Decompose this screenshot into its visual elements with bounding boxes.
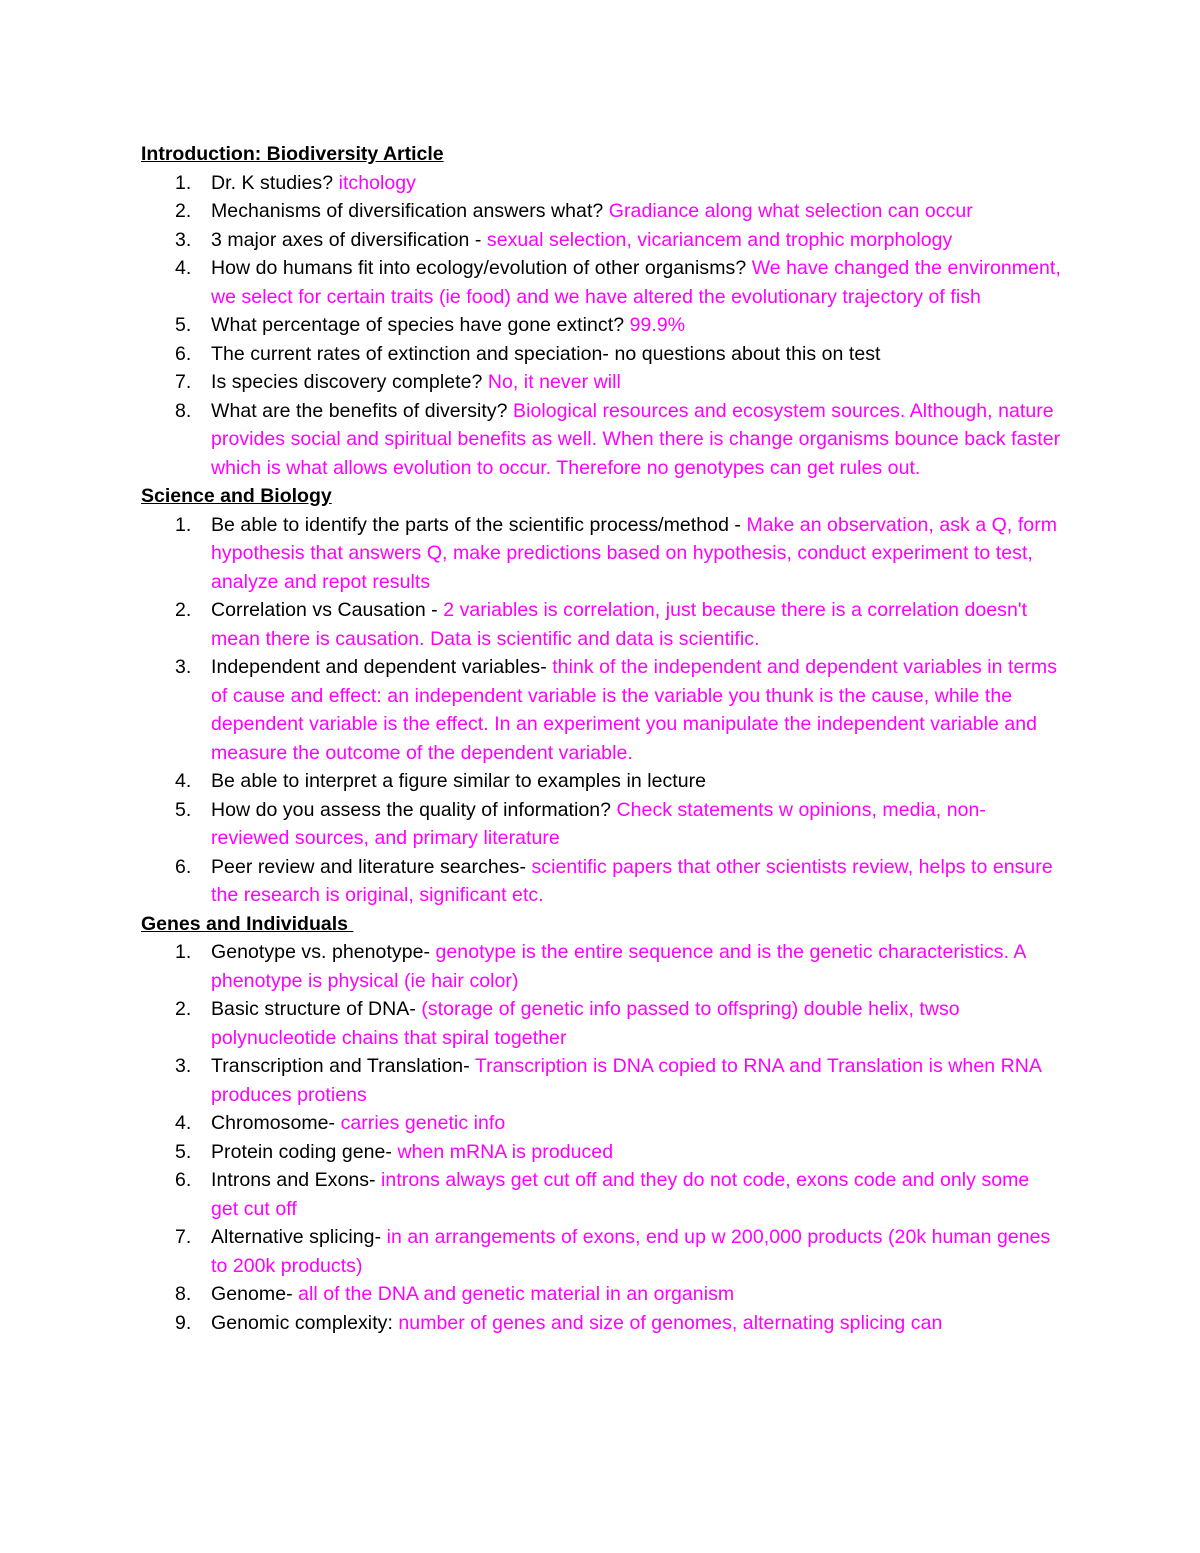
question-text: Mechanisms of diversification answers what? — [211, 200, 609, 222]
list-item — [141, 1166, 1061, 1223]
item-number: 7. — [175, 371, 192, 393]
answer-text: Transcription is DNA copied to RNA and Translation is when RNA produces protiens — [211, 1055, 1041, 1106]
list-item — [141, 254, 1061, 311]
item-number: 5. — [175, 314, 192, 336]
list-item — [141, 368, 1061, 397]
list-item — [141, 1138, 1061, 1167]
item-number: 4. — [175, 1112, 192, 1134]
list-item — [141, 511, 1061, 597]
question-text: 3 major axes of diversification - — [211, 228, 487, 251]
list-item — [141, 197, 1061, 226]
answer-text: Check statements w opinions, media, non-reviewed sources, and primary literature — [211, 798, 986, 849]
list-item — [141, 596, 1061, 653]
list-item — [141, 1280, 1061, 1309]
answer-text: 99.9% — [629, 314, 686, 336]
answer-text: (storage of genetic info passed to offspring) double helix, twso polynucleotide chains that spiral together — [211, 998, 960, 1049]
answer-text: sexual selection, vicariancem and trophic morphology — [486, 228, 953, 251]
list-item — [141, 1109, 1061, 1138]
item-number: 5. — [175, 798, 192, 821]
question-text: Genome- — [211, 1283, 299, 1305]
answer-text: in an arrangements of exons, end up w 200,000 products (20k human genes to 200k products) — [211, 1226, 1051, 1277]
item-number: 1. — [175, 513, 192, 536]
answer-text: itchology — [338, 171, 416, 194]
item-number: 3. — [175, 656, 192, 678]
question-text: Genotype vs. phenotype- — [211, 941, 436, 963]
question-text: Be able to interpret a figure similar to examples in lecture — [211, 770, 707, 792]
answer-text: when mRNA is produced — [397, 1140, 614, 1163]
list-item — [141, 1052, 1061, 1109]
list-item — [141, 169, 1061, 198]
section-title: Science and Biology — [141, 485, 332, 507]
question-text: Transcription and Translation- — [211, 1055, 475, 1077]
answer-text: No, it never will — [487, 371, 621, 393]
question-text: How do humans fit into ecology/evolution of other organisms? — [211, 257, 752, 279]
question-text: Genomic complexity: — [211, 1311, 399, 1334]
list-item — [141, 995, 1061, 1052]
item-number: 2. — [175, 998, 192, 1020]
item-number: 8. — [175, 1283, 192, 1305]
section-genes-and-individuals — [141, 910, 1061, 1338]
list-item — [141, 853, 1061, 910]
answer-text: introns always get cut off and they do not code, exons code and only some get cut off — [211, 1169, 1030, 1220]
answer-text: Gradiance along what selection can occur — [608, 200, 973, 222]
answer-text: number of genes and size of genomes, alternating splicing can — [398, 1311, 943, 1334]
answer-text: scientific papers that other scientists review, helps to ensure the research is original, significant etc. — [211, 855, 1053, 906]
item-number: 1. — [175, 171, 192, 194]
question-text: What percentage of species have gone extinct? — [211, 314, 630, 336]
question-text: Dr. K studies? — [211, 171, 339, 194]
answer-text: genotype is the entire sequence and is the genetic characteristics. A phenotype is physical (ie hair color) — [211, 941, 1026, 992]
question-list — [141, 938, 1061, 1337]
question-text: Protein coding gene- — [211, 1140, 398, 1163]
list-item — [141, 796, 1061, 853]
answer-text: Biological resources and ecosystem sources. Although, nature provides social and spiritual benefits as well. When there is change organisms bounce back faster which is what allows evolution to occur. Therefore no genotypes can get rules out. — [211, 399, 1061, 479]
question-text: Be able to identify the parts of the scientific process/method - — [211, 513, 747, 536]
question-text: The current rates of extinction and speciation- no questions about this on test — [211, 342, 881, 365]
answer-text: think of the independent and dependent variables in terms of cause and effect: an independent variable is the variable you thunk is the cause, while the dependent variable is the effect. In an experiment you manipulate the independent variable and measure the outcome of the dependent variable. — [211, 656, 1058, 764]
list-item — [141, 397, 1061, 483]
question-text: How do you assess the quality of information? — [211, 798, 617, 821]
list-item — [141, 653, 1061, 767]
question-text: Basic structure of DNA- — [211, 998, 422, 1020]
question-text: Peer review and literature searches- — [211, 855, 532, 878]
list-item — [141, 767, 1061, 796]
list-item — [141, 226, 1061, 255]
item-number: 1. — [175, 941, 192, 963]
item-number: 2. — [175, 599, 192, 621]
item-number: 4. — [175, 770, 192, 792]
item-number: 3. — [175, 1055, 192, 1077]
item-number: 6. — [175, 342, 192, 365]
item-number: 5. — [175, 1140, 192, 1163]
item-number: 4. — [175, 257, 192, 279]
question-list — [141, 511, 1061, 910]
question-text: Chromosome- — [211, 1112, 341, 1134]
question-text: Alternative splicing- — [211, 1226, 387, 1248]
answer-text: Make an observation, ask a Q, form hypothesis that answers Q, make predictions based on hypothesis, conduct experiment to test, analyze and repot results — [211, 513, 1058, 593]
section-title: Genes and Individuals — [141, 912, 354, 935]
answer-text: We have changed the environment, we select for certain traits (ie food) and we have altered the evolutionary trajectory of fish — [211, 257, 1061, 308]
item-number: 6. — [175, 1169, 192, 1191]
document-page — [141, 140, 1061, 1337]
question-text: Introns and Exons- — [211, 1169, 382, 1191]
question-text: Independent and dependent variables- — [211, 656, 553, 678]
list-item — [141, 1309, 1061, 1338]
item-number: 7. — [175, 1226, 192, 1248]
question-text: Is species discovery complete? — [211, 371, 488, 393]
question-list — [141, 169, 1061, 483]
answer-text: carries genetic info — [340, 1112, 506, 1134]
answer-text: 2 variables is correlation, just because there is a correlation doesn't mean there is causation. Data is scientific and data is scientific. — [211, 599, 1028, 650]
list-item — [141, 311, 1061, 340]
list-item — [141, 1223, 1061, 1280]
section-science-and-biology — [141, 482, 1061, 910]
item-number: 9. — [175, 1311, 192, 1334]
section-title: Introduction: Biodiversity Article — [141, 143, 444, 165]
section-intro-biodiversity — [141, 140, 1061, 482]
item-number: 8. — [175, 399, 192, 422]
list-item — [141, 938, 1061, 995]
question-text: Correlation vs Causation - — [211, 599, 444, 621]
question-text: What are the benefits of diversity? — [211, 399, 514, 422]
item-number: 6. — [175, 855, 192, 878]
answer-text: all of the DNA and genetic material in an organism — [298, 1283, 735, 1305]
list-item — [141, 340, 1061, 369]
item-number: 3. — [175, 228, 192, 251]
item-number: 2. — [175, 200, 192, 222]
